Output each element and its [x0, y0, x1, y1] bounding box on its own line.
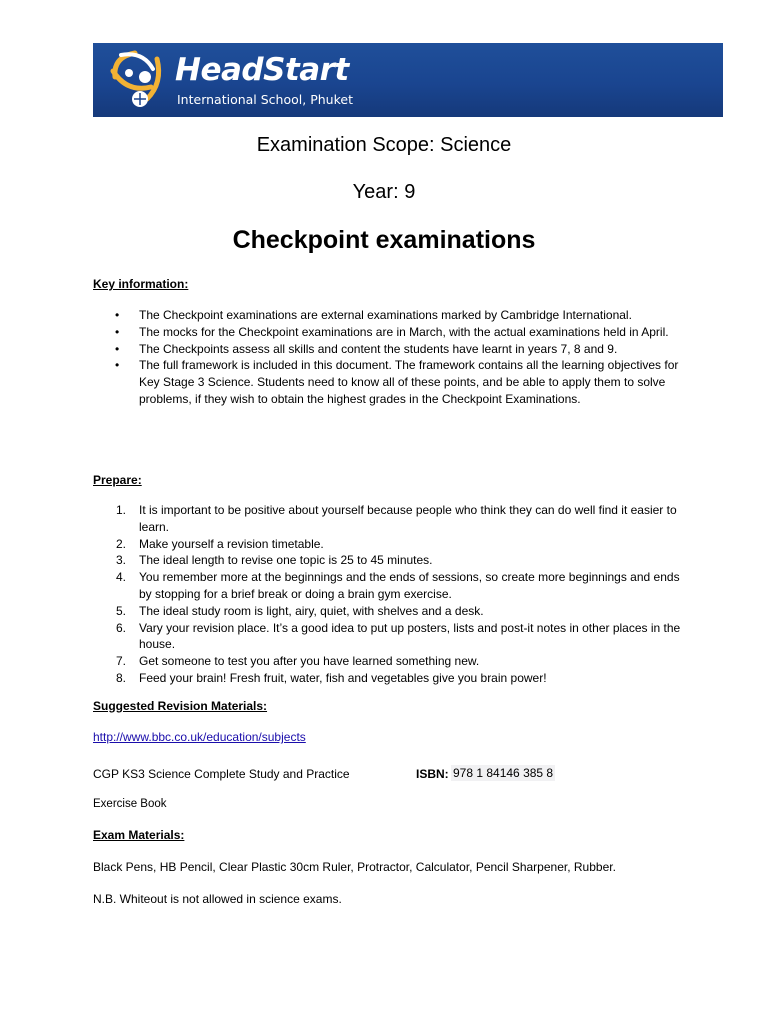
bullet-icon: •	[115, 358, 120, 373]
list-item: 7. Get someone to test you after you have learned something new.	[116, 654, 480, 669]
list-item: 3. The ideal length to revise one topic is 25 to 45 minutes.	[116, 553, 433, 568]
list-item: • The Checkpoint examinations are external examinations marked by Cambridge International.	[115, 308, 632, 322]
scope-title: Examination Scope: Science	[256, 134, 512, 156]
list-item: • The full framework is included in this document. The framework contains all the learning objectives for Key Stage 3 Science. Students need to know all of these points, and be able to apply them to solve problems, if they wish to obtain the highest grades in the Checkpoint Examinations.	[115, 358, 679, 406]
key-info-heading: Key information:	[93, 277, 189, 291]
list-item: 8. Feed your brain! Fresh fruit, water, fish and vegetables give you brain power!	[116, 670, 547, 685]
exam-materials-list: Black Pens, HB Pencil, Clear Plastic 30cm Ruler, Protractor, Calculator, Pencil Sharpener, Rubber.	[93, 860, 616, 874]
year-title: Year: 9	[352, 181, 416, 203]
school-banner	[93, 43, 723, 117]
bullet-icon: •	[115, 324, 120, 339]
revision-heading: Suggested Revision Materials:	[93, 699, 268, 713]
key-info-list	[93, 307, 693, 408]
prepare-heading: Prepare:	[93, 473, 142, 487]
school-subtitle: International School, Phuket	[177, 92, 353, 107]
exam-title: Checkpoint examinations	[232, 226, 536, 254]
list-item: 4. You remember more at the beginnings and the ends of sessions, so create more beginnings and ends by stopping for a brief break or doing a brain gym exercise.	[116, 570, 680, 601]
school-name: HeadStart	[175, 52, 349, 88]
list-item: 1. It is important to be positive about yourself because people who think they can do well find it easier to learn.	[116, 503, 677, 534]
bbc-link[interactable]: http://www.bbc.co.uk/education/subjects	[93, 730, 306, 744]
exercise-book: Exercise Book	[93, 798, 167, 810]
exam-materials-heading: Exam Materials:	[93, 828, 185, 842]
whiteout-note: N.B. Whiteout is not allowed in science exams.	[93, 892, 342, 906]
isbn-value: 978 1 84146 385 8	[453, 766, 554, 780]
list-item: 2. Make yourself a revision timetable.	[116, 536, 324, 551]
bullet-icon: •	[115, 308, 120, 322]
list-item: • The Checkpoints assess all skills and content the students have learnt in years 7, 8 and 9.	[115, 341, 618, 356]
prepare-list	[93, 502, 693, 687]
isbn-label: ISBN:	[416, 767, 449, 781]
book-title: CGP KS3 Science Complete Study and Practice	[93, 767, 350, 781]
list-item: • The mocks for the Checkpoint examinations are in March, with the actual examinations held in April.	[115, 324, 669, 339]
list-item: 6. Vary your revision place. It’s a good idea to put up posters, lists and post-it notes in other places in the house.	[116, 620, 681, 652]
bullet-icon: •	[115, 341, 120, 356]
link-line	[93, 730, 306, 744]
school-logo-icon	[107, 47, 167, 113]
list-item: 5. The ideal study room is light, airy, quiet, with shelves and a desk.	[116, 603, 484, 618]
